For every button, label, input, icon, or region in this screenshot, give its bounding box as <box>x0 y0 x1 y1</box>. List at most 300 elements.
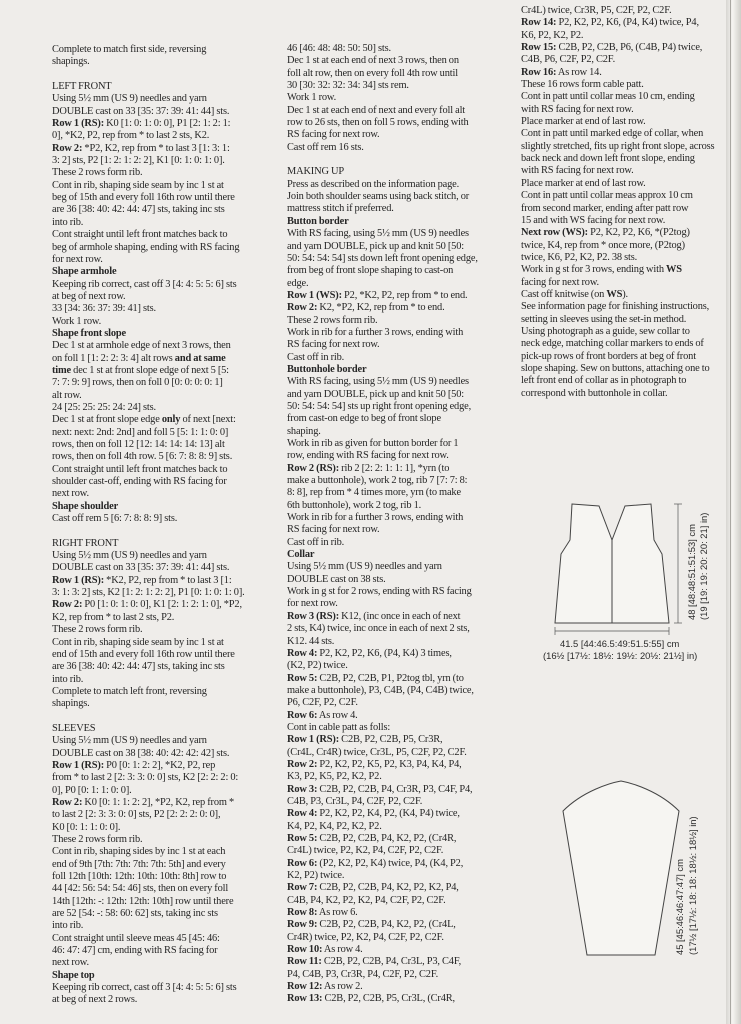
text-line <box>52 303 276 315</box>
bold-text: time <box>52 364 72 376</box>
text-line <box>521 252 737 264</box>
plain-text: edge. <box>287 277 309 289</box>
plain-text: Using 5½ mm (US 9) needles and yarn <box>52 93 207 105</box>
text-line <box>521 5 737 17</box>
text-line <box>521 277 737 289</box>
text-line <box>52 846 276 858</box>
plain-text: shapings. <box>52 56 90 68</box>
bold-text: Row 2: <box>52 599 83 611</box>
text-line <box>287 784 509 796</box>
plain-text: DOUBLE cast on 33 [35: 37: 39: 41: 44] sts. <box>52 562 230 574</box>
plain-text: K0 [0: 1: 1: 2: 2], *P2, K2, rep from * <box>82 796 235 808</box>
text-line <box>521 203 737 215</box>
text-line <box>52 945 276 957</box>
plain-text: RIGHT FRONT <box>52 537 119 549</box>
plain-text: K6, P2, K2, P2. <box>521 29 584 41</box>
plain-text: 14th [12th: -: 12th: 12th: 10th] row until there <box>52 895 234 907</box>
plain-text: at beg of next row. <box>52 290 126 302</box>
text-line <box>287 747 509 759</box>
text-line <box>287 475 509 487</box>
text-line <box>52 612 276 624</box>
text-line <box>52 883 276 895</box>
text-line <box>52 167 276 179</box>
body-length-label: 48 [48:48:51:51:53] cm <box>686 524 697 620</box>
text-line <box>52 822 276 834</box>
text-line <box>287 327 509 339</box>
plain-text: shoulder cast-off, ending with RS facing for <box>52 476 227 488</box>
text-line <box>521 79 737 91</box>
plain-text: beg of 15th and every foll 16th row until there <box>52 192 235 204</box>
text-line <box>521 42 737 54</box>
bold-text: Row 3: <box>287 783 318 795</box>
bold-text: WS <box>666 264 682 276</box>
plain-text: C2B, P2, C2B, P4, K2, P2, (Cr4R, <box>317 833 457 844</box>
text-line <box>52 365 276 377</box>
text-line <box>52 464 276 476</box>
text-line <box>52 562 276 574</box>
text-line <box>52 674 276 686</box>
text-line <box>287 191 509 203</box>
text-line <box>52 859 276 871</box>
text-line <box>287 68 509 80</box>
page-edge-line <box>730 0 731 1024</box>
text-line <box>287 845 509 857</box>
plain-text: 0], *K2, P2, rep from * to last 2 sts, K2. <box>52 130 210 142</box>
text-line <box>287 315 509 327</box>
bold-text: Row 1 (RS): <box>287 734 340 746</box>
text-line <box>52 402 276 414</box>
plain-text: for next row. <box>52 253 103 265</box>
text-line <box>52 785 276 797</box>
plain-text: K0 [0: 1: 1: 0: 0]. <box>52 821 121 833</box>
plain-text: C2B, P2, C2B, P5, Cr3L, (Cr4R, <box>322 993 456 1005</box>
bold-text: and at same <box>174 352 226 364</box>
plain-text: 46 [46: 48: 48: 50: 50] sts. <box>287 43 391 54</box>
plain-text: C4B, P3, Cr3L, P4, C2F, P2, C2F. <box>287 795 423 807</box>
text-line <box>287 253 509 265</box>
text-line <box>52 994 276 1006</box>
plain-text: These 2 rows form rib. <box>52 834 143 845</box>
text-line <box>287 241 509 253</box>
text-line <box>521 338 737 350</box>
bold-text: Row 4: <box>287 808 318 820</box>
plain-text: are 36 [38: 40: 42: 44: 47] sts, taking inc sts <box>52 204 225 216</box>
text-line <box>287 401 509 413</box>
plain-text: Cast off knitwise (on <box>521 288 607 300</box>
bold-text: Row 9: <box>287 919 318 931</box>
text-line <box>287 685 509 697</box>
text-line <box>287 203 509 215</box>
text-line <box>521 128 737 140</box>
text-line <box>287 438 509 450</box>
text-line <box>287 808 509 820</box>
plain-text: 44 [42: 56: 54: 54: 46] sts, then on every foll <box>52 883 229 895</box>
text-line <box>287 993 509 1005</box>
plain-text: C4B, P6, C2F, P2, C2F. <box>521 54 616 66</box>
text-line <box>52 599 276 611</box>
text-line <box>287 463 509 475</box>
text-line <box>287 92 509 104</box>
plain-text: As row 2. <box>322 981 363 993</box>
bold-text: Row 2: <box>287 302 318 314</box>
plain-text: (Cr4L, Cr4R) twice, Cr3L, P5, C2F, P2, C2F. <box>287 746 467 758</box>
plain-text: from cast-on edge to beg of front slope <box>287 413 441 425</box>
text-line <box>52 130 276 142</box>
bold-text: Row 1 (RS): <box>52 118 105 130</box>
text-line <box>287 117 509 129</box>
plain-text: of next [next: <box>180 414 236 426</box>
text-line <box>287 771 509 783</box>
plain-text: setting in sleeves using the set-in method. <box>521 313 687 325</box>
plain-text: Dec 1 st at front slope edge <box>52 414 162 426</box>
plain-text: left front end of collar as in photograph to <box>521 375 687 387</box>
text-line <box>521 141 737 153</box>
plain-text: Keeping rib correct, cast off 3 [4: 4: 5: 5: 6] sts <box>52 982 237 994</box>
plain-text: Work 1 row. <box>52 315 102 327</box>
plain-text: Cast off in rib. <box>287 351 345 363</box>
plain-text: slightly stretched, fits up right front slope, across <box>521 140 715 152</box>
plain-text: twice, K4, rep from * once more, (P2tog) <box>521 239 685 251</box>
text-line <box>287 450 509 462</box>
text-line <box>287 512 509 524</box>
text-line <box>52 797 276 809</box>
plain-text: P6, C2F, P2, C2F. <box>287 697 358 709</box>
text-line <box>287 228 509 240</box>
text-line <box>52 896 276 908</box>
text-line <box>521 289 737 301</box>
section-heading <box>287 364 509 376</box>
text-line <box>287 919 509 931</box>
plain-text: K4, P2, K4, P2, K2, P2. <box>287 820 382 832</box>
plain-text: These 2 rows form rib. <box>52 624 143 636</box>
plain-text: K2, *P2, K2, rep from * to end. <box>317 302 445 314</box>
plain-text: These 16 rows form cable patt. <box>521 79 644 91</box>
plain-text: These 2 rows form rib. <box>287 314 378 326</box>
plain-text: rows, then on foll 4th row. 5 [6: 7: 8: 8: 9] sts. <box>52 451 233 463</box>
text-line <box>521 190 737 202</box>
plain-text: Cont straight until sleeve meas 45 [45: 46: <box>52 932 220 944</box>
plain-text: (K2, P2) twice. <box>287 660 348 672</box>
bold-text: Row 8: <box>287 907 318 919</box>
bold-text: Row 2: <box>52 142 83 154</box>
plain-text: mattress stitch if preferred. <box>287 203 394 215</box>
plain-text: 30 [30: 32: 32: 34: 34] sts rem. <box>287 80 409 92</box>
plain-text: DOUBLE cast on 38 [38: 40: 42: 42: 42] sts. <box>52 747 230 759</box>
plain-text: and yarn DOUBLE, pick up and knit 50 [50: <box>287 388 465 400</box>
plain-text: row, ending with RS facing for next row. <box>287 450 449 462</box>
text-line <box>287 586 509 598</box>
plain-text: Keeping rib correct, cast off 3 [4: 4: 5: 5: 6] sts <box>52 278 237 290</box>
text-line <box>287 500 509 512</box>
text-line <box>521 227 737 239</box>
plain-text: K2, P2) twice. <box>287 870 345 882</box>
bold-text: Shape armhole <box>52 266 117 278</box>
text-line <box>521 215 737 227</box>
text-line <box>52 760 276 772</box>
text-line <box>52 933 276 945</box>
plain-text: Cr4L) twice, Cr3R, P5, C2F, P2, C2F. <box>521 5 672 16</box>
plain-text: Work in rib as given for button border for 1 <box>287 438 459 449</box>
plain-text: P2, K2, P2, K6, (P4, K4) 3 times, <box>317 647 452 659</box>
plain-text: make a buttonhole), P3, C4B, (P4, C4B) twice, <box>287 684 474 696</box>
plain-text: on foll 1 [1: 2: 2: 3: 4] alt rows <box>52 352 175 364</box>
text-line <box>52 451 276 463</box>
text-line <box>287 537 509 549</box>
plain-text: 8: 8], rep from * 4 times more, yrn (to make <box>287 487 461 499</box>
text-line <box>287 759 509 771</box>
text-line <box>52 698 276 710</box>
plain-text: K2, rep from * to last 2 sts, P2. <box>52 611 175 623</box>
text-line <box>287 932 509 944</box>
plain-text: Place marker at end of last row. <box>521 116 646 128</box>
text-line <box>287 710 509 722</box>
plain-text: end of 15th and every foll 16th row until there <box>52 648 235 660</box>
text-line <box>521 264 737 276</box>
body-schematic <box>535 496 685 636</box>
plain-text: into rib. <box>52 673 84 685</box>
text-line <box>287 142 509 154</box>
plain-text: Cont in patt until marked edge of collar, when <box>521 128 704 140</box>
plain-text: from * to last 2 [2: 3: 3: 0: 0] sts, K2 [2: 2: 2: 0: <box>52 772 239 784</box>
column-2 <box>287 43 509 1006</box>
text-line <box>521 54 737 66</box>
text-line <box>52 957 276 969</box>
text-line <box>52 414 276 426</box>
plain-text: slope shaping. Sew on buttons, attaching one to <box>521 362 710 374</box>
text-line <box>52 920 276 932</box>
text-line <box>52 204 276 216</box>
text-line <box>521 351 737 363</box>
plain-text: from second marker, ending after patt row <box>521 202 689 214</box>
plain-text: pick-up rows of front borders at beg of front <box>521 350 696 362</box>
text-line <box>52 192 276 204</box>
text-line <box>521 104 737 116</box>
plain-text: at beg of next 2 rows. <box>52 994 138 1006</box>
bold-text: Row 6: <box>287 709 318 721</box>
text-line <box>52 353 276 365</box>
plain-text: Using 5½ mm (US 9) needles and yarn <box>287 561 442 573</box>
plain-text: These 2 rows form rib. <box>52 167 143 179</box>
text-line <box>52 748 276 760</box>
plain-text: Cont in rib, shaping side seam by inc 1 st at <box>52 636 224 648</box>
bold-text: only <box>161 414 181 426</box>
bold-text: Row 4: <box>287 647 318 659</box>
plain-text: K12. 44 sts. <box>287 635 335 647</box>
plain-text: P2, K2, P2, K4, P2, (K4, P4) twice, <box>317 808 460 820</box>
text-line <box>521 314 737 326</box>
text-line <box>287 796 509 808</box>
text-line <box>52 661 276 673</box>
plain-text: 15 and with WS facing for next row. <box>521 214 666 226</box>
plain-text: for next row. <box>287 598 338 610</box>
plain-text: DOUBLE cast on 33 [35: 37: 39: 41: 44] sts. <box>52 105 230 117</box>
text-line <box>287 981 509 993</box>
plain-text: Cast off in rib. <box>287 536 345 548</box>
text-line <box>52 56 276 68</box>
text-line <box>52 908 276 920</box>
plain-text: Using 5½ mm (US 9) needles and yarn <box>52 735 207 747</box>
section-heading <box>52 970 276 982</box>
text-line <box>52 93 276 105</box>
section-heading <box>52 328 276 340</box>
plain-text: RS facing for next row. <box>287 339 380 351</box>
text-line <box>521 178 737 190</box>
plain-text: C2B, P2, C2B, P1, P2tog tbl, yrn (to <box>317 672 464 684</box>
text-line <box>287 870 509 882</box>
plain-text: 50: 54: 54: 54] sts up right front opening edge, <box>287 400 472 412</box>
plain-text: with RS facing for next row. <box>521 165 634 177</box>
plain-text: row to 26 sts, then on foll 5 rows, ending with <box>287 117 469 129</box>
plain-text: As row 14. <box>556 66 602 78</box>
text-line <box>287 55 509 67</box>
bold-text: Collar <box>287 549 315 561</box>
plain-text: C2B, P2, C2B, P5, Cr3R, <box>339 734 443 746</box>
text-line <box>287 43 509 55</box>
text-line <box>287 648 509 660</box>
text-line <box>287 302 509 314</box>
plain-text: make a buttonhole), work 2 tog, rib 7 [7: 7: 8: <box>287 475 468 487</box>
text-line <box>52 723 276 735</box>
plain-text: alt row. <box>52 389 82 401</box>
text-line <box>521 30 737 42</box>
plain-text: K0 [1: 0: 1: 0: 0], P1 [2: 1: 2: 1: <box>104 118 231 130</box>
text-line <box>52 575 276 587</box>
plain-text: 50: 54: 54: 54] sts down left front opening edge, <box>287 252 478 264</box>
text-line <box>287 895 509 907</box>
plain-text: rib 2 [2: 2: 1: 1: 1], *yrn (to <box>339 462 450 474</box>
text-line <box>52 291 276 303</box>
plain-text: Complete to match left front, reversing <box>52 685 207 697</box>
plain-text: With RS facing, using 5½ mm (US 9) needles <box>287 228 469 240</box>
sleeve-length-inches: (17½ [17½: 18: 18: 18½: 18½] in) <box>687 816 698 955</box>
plain-text: Work in g st for 3 rows, ending with <box>521 264 667 276</box>
column-3 <box>521 5 737 400</box>
text-line <box>521 165 737 177</box>
plain-text: Cast off rem 16 sts. <box>287 141 364 153</box>
plain-text: C2B, P2, C2B, P4, Cr3L, P3, C4F, <box>321 956 462 968</box>
plain-text: Cr4R) twice, P2, K2, P4, C2F, P2, C2F. <box>287 931 444 943</box>
plain-text: P4, C4B, P3, Cr3R, P4, C2F, P2, C2F. <box>287 968 439 980</box>
plain-text: Complete to match first side, reversing <box>52 44 207 55</box>
plain-text: next: next: 2nd: 2nd] and foll 5 [5: 1: 1: 0: 0] <box>52 426 229 438</box>
plain-text: Cont in patt until collar meas approx 10 cm <box>521 190 693 202</box>
bold-text: Shape shoulder <box>52 500 119 512</box>
text-line <box>287 129 509 141</box>
plain-text: are 36 [38: 40: 42: 44: 47] sts, taking inc sts <box>52 661 225 673</box>
text-line <box>52 488 276 500</box>
text-line <box>287 956 509 968</box>
section-heading <box>287 549 509 561</box>
plain-text: As row 4. <box>317 709 358 721</box>
plain-text: ). <box>622 288 628 300</box>
bold-text: Row 2: <box>52 796 83 808</box>
plain-text: 3: 1: 3: 2] sts, K2 [1: 2: 1: 2: 2], P1 [0: 1: 0: 1: 0]. <box>52 587 245 599</box>
text-line <box>521 240 737 252</box>
text-line <box>287 413 509 425</box>
plain-text: beg of armhole shaping, ending with RS facing <box>52 241 240 253</box>
text-line <box>52 377 276 389</box>
plain-text: foll 12th [10th: 12th: 10th: 10th: 8th] row to <box>52 871 227 883</box>
text-line <box>52 44 276 56</box>
text-line <box>52 229 276 241</box>
text-line <box>287 944 509 956</box>
text-line <box>52 735 276 747</box>
section-heading <box>52 266 276 278</box>
plain-text: With RS facing, using 5½ mm (US 9) needles <box>287 376 469 388</box>
plain-text: facing for next row. <box>521 276 599 288</box>
plain-text: Press as described on the information page. <box>287 178 460 190</box>
plain-text: correspond with buttonhole in collar. <box>521 387 668 399</box>
bold-text: Row 14: <box>521 17 557 29</box>
text-line <box>52 834 276 846</box>
text-line <box>52 279 276 291</box>
plain-text: P0 [1: 0: 1: 0: 0], K1 [2: 1: 2: 1: 0], *P2, <box>82 599 242 611</box>
text-line <box>287 598 509 610</box>
plain-text: K3, P2, K5, P2, K2, P2. <box>287 771 382 783</box>
plain-text: 6th buttonhole), work 2 tog, rib 1. <box>287 499 422 511</box>
plain-text: Cont in rib, shaping side seam by inc 1 st at <box>52 179 224 191</box>
text-line <box>521 67 737 79</box>
section-heading <box>52 501 276 513</box>
text-line <box>52 871 276 883</box>
text-line <box>287 882 509 894</box>
plain-text: Cont straight until left front matches back to <box>52 229 228 241</box>
text-line <box>52 772 276 784</box>
text-line <box>287 339 509 351</box>
plain-text: RS facing for next row. <box>287 524 380 536</box>
plain-text: SLEEVES <box>52 722 96 734</box>
text-line <box>287 179 509 191</box>
plain-text: Join both shoulder seams using back stitch, or <box>287 191 470 203</box>
plain-text: 7: 7: 9: 9] rows, then on foll 0 [0: 0: 0: 0: 1] <box>52 377 223 389</box>
text-line <box>287 426 509 438</box>
text-line <box>287 697 509 709</box>
plain-text: back neck and down left front slope, ending <box>521 153 695 165</box>
text-line <box>287 352 509 364</box>
plain-text: shapings. <box>52 698 90 710</box>
plain-text: P2, K2, P2, K5, P2, K3, P4, K4, P4, <box>317 758 462 770</box>
text-line <box>52 242 276 254</box>
text-line <box>521 326 737 338</box>
text-line <box>287 376 509 388</box>
bold-text: Row 6: <box>287 857 318 869</box>
plain-text: end of 9th [7th: 7th: 7th: 7th: 5th] and every <box>52 858 226 870</box>
text-line <box>287 623 509 635</box>
plain-text: (P2, K2, P2, K4) twice, P4, (K4, P2, <box>317 857 464 869</box>
plain-text: 24 [25: 25: 25: 24: 24] sts. <box>52 401 156 413</box>
text-line <box>287 821 509 833</box>
plain-text: into rib. <box>52 216 84 228</box>
text-line <box>52 340 276 352</box>
bold-text: Next row (WS): <box>521 227 588 239</box>
text-line <box>287 278 509 290</box>
plain-text: Work in rib for a further 3 rows, ending with <box>287 512 464 524</box>
plain-text: shaping. <box>287 425 321 437</box>
plain-text: Dec 1 st at each end of next and every foll alt <box>287 104 466 116</box>
plain-text: Dec 1 st at armhole edge of next 3 rows, then <box>52 340 231 352</box>
blank-line <box>52 69 276 81</box>
plain-text: As row 4. <box>322 944 363 956</box>
bold-text: Button border <box>287 215 349 227</box>
text-line <box>287 524 509 536</box>
plain-text: Cast off rem 5 [6: 7: 8: 8: 9] sts. <box>52 513 178 525</box>
plain-text: Work in rib for a further 3 rows, ending with <box>287 326 464 338</box>
plain-text: dec 1 st at front slope edge of next 5 [5: <box>71 364 229 376</box>
plain-text: MAKING UP <box>287 166 344 178</box>
plain-text: into rib. <box>52 920 84 932</box>
plain-text: P0 [0: 1: 2: 2], *K2, P2, rep <box>104 759 216 771</box>
plain-text: Work in g st for 2 rows, ending with RS facing <box>287 586 472 598</box>
